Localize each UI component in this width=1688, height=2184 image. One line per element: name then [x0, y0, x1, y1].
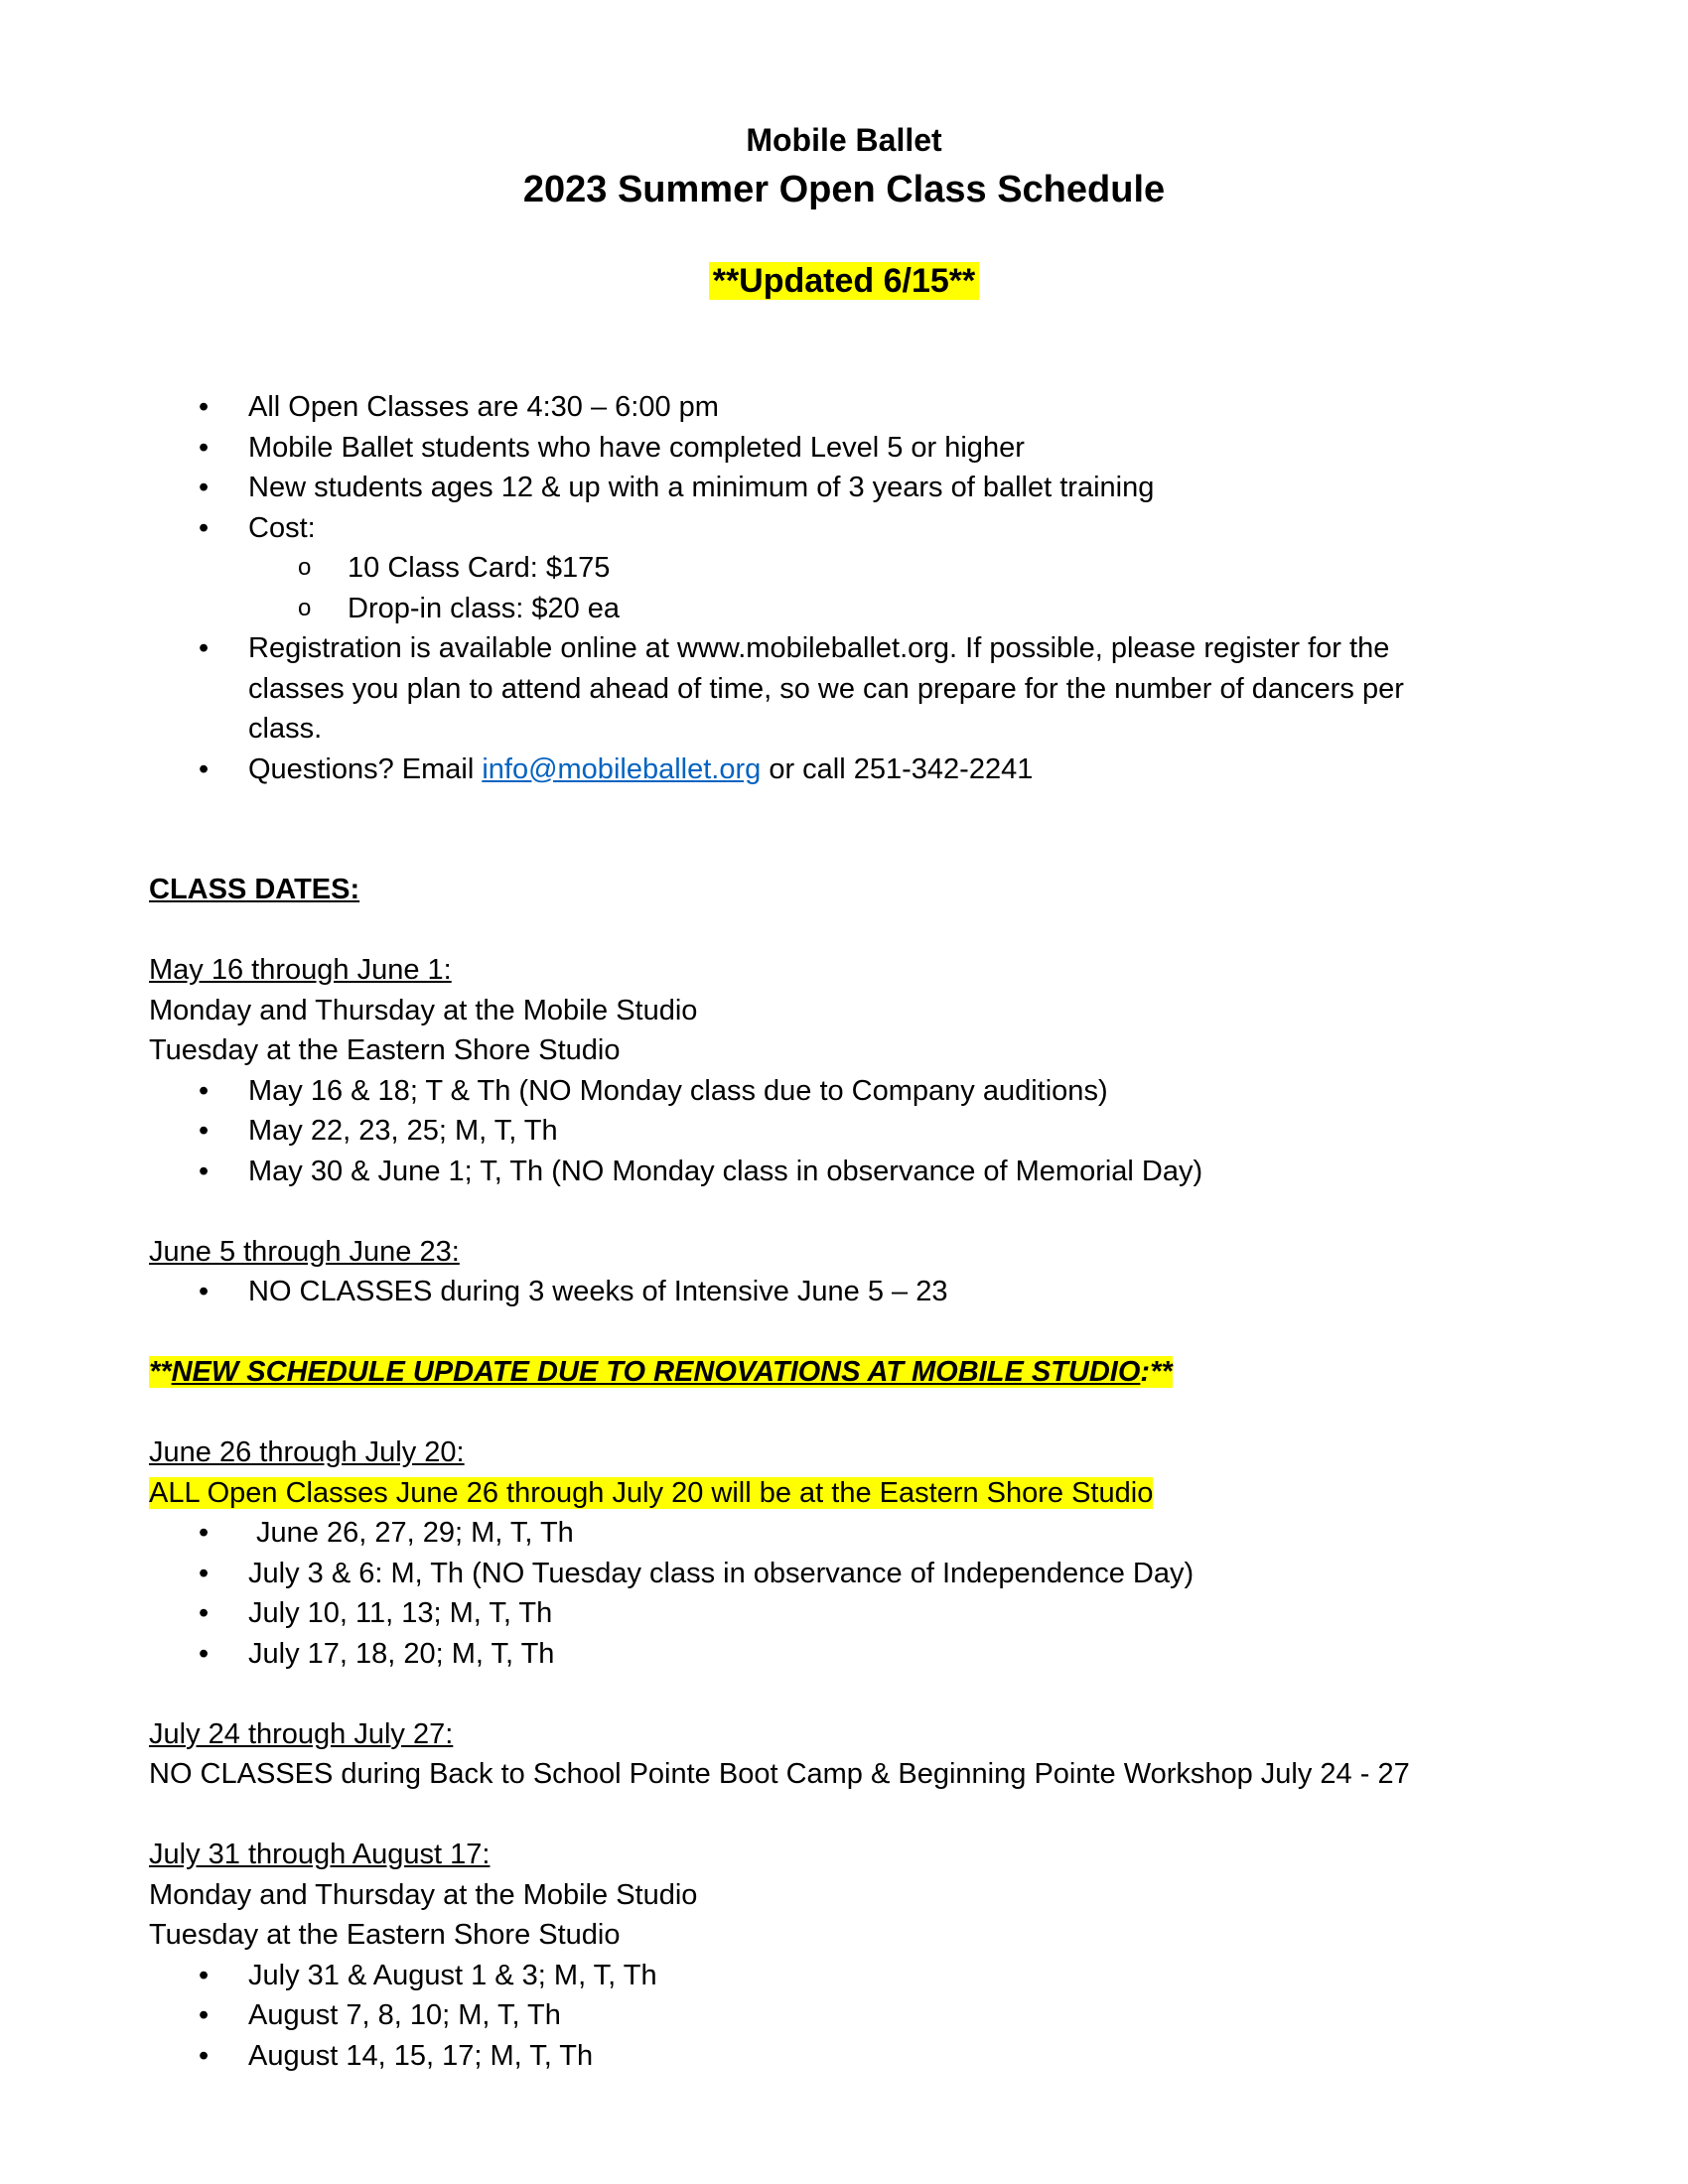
bullet-icon: •	[199, 752, 210, 785]
bullet-icon: •	[199, 511, 210, 544]
date-list	[149, 1071, 1539, 1192]
list-item: • August 7, 8, 10; M, T, Th	[149, 1995, 1539, 2036]
section-heading: May 16 through June 1:	[149, 954, 452, 986]
section-heading: June 26 through July 20:	[149, 1436, 465, 1468]
list-item: • May 16 & 18; T & Th (NO Monday class due to Company auditions)	[149, 1071, 1539, 1112]
list-item: • July 10, 11, 13; M, T, Th	[149, 1593, 1539, 1634]
date-list	[149, 1956, 1539, 2077]
list-item: • Mobile Ballet students who have completed Level 5 or higher	[149, 428, 1539, 469]
registration-item: • Registration is available online at www.mobileballet.org. If possible, please register for the classes you plan to attend ahead of time, so we can prepare for the number of dancers per class.	[149, 628, 1539, 750]
bullet-icon: •	[199, 1637, 210, 1670]
bullet-icon: •	[199, 1959, 210, 1991]
bullet-icon: •	[199, 1276, 210, 1307]
bullet-icon: •	[199, 1517, 210, 1549]
section-heading: June 5 through June 23:	[149, 1235, 460, 1268]
bullet-icon: •	[199, 1155, 210, 1187]
list-item: • May 22, 23, 25; M, T, Th	[149, 1111, 1539, 1152]
email-link[interactable]: info@mobileballet.org	[482, 752, 762, 785]
section-heading: July 31 through August 17:	[149, 1839, 491, 1870]
bullet-icon: •	[199, 431, 210, 464]
list-item: • July 17, 18, 20; M, T, Th	[149, 1634, 1539, 1675]
list-item: • July 3 & 6: M, Th (NO Tuesday class in observance of Independence Day)	[149, 1554, 1539, 1594]
list-item: • All Open Classes are 4:30 – 6:00 pm	[149, 387, 1539, 428]
bullet-icon: •	[199, 1557, 210, 1589]
list-item: • NO CLASSES during 3 weeks of Intensive June 5 – 23	[149, 1272, 1539, 1312]
list-item: • New students ages 12 & up with a minimum of 3 years of ballet training	[149, 468, 1539, 508]
section-line: Tuesday at the Eastern Shore Studio	[149, 1034, 621, 1066]
bullet-icon: •	[199, 1074, 210, 1107]
section-line: Monday and Thursday at the Mobile Studio	[149, 994, 698, 1026]
page-title: 2023 Summer Open Class Schedule	[522, 169, 1166, 210]
bullet-icon: •	[199, 1115, 210, 1147]
section-line: Monday and Thursday at the Mobile Studio	[149, 1878, 698, 1911]
bullet-icon: •	[199, 391, 210, 423]
sub-bullet-icon: o	[298, 554, 312, 581]
updated-badge: **Updated 6/15**	[709, 262, 980, 300]
list-item: • August 14, 15, 17; M, T, Th	[149, 2036, 1539, 2077]
list-item: • June 26, 27, 29; M, T, Th	[149, 1513, 1539, 1554]
date-list	[149, 1272, 1539, 1312]
bullet-icon: •	[199, 632, 210, 664]
update-notice: **NEW SCHEDULE UPDATE DUE TO RENOVATIONS AT MOBILE STUDIO:**	[149, 1356, 1173, 1388]
bullet-icon: •	[199, 1597, 210, 1629]
cost-item: o 10 Class Card: $175	[149, 548, 1539, 589]
bullet-icon: •	[199, 2039, 210, 2072]
document-header	[0, 117, 1688, 306]
list-item: • Cost:	[149, 508, 1539, 549]
section-line: NO CLASSES during Back to School Pointe Boot Camp & Beginning Pointe Workshop July 24 - 27	[149, 1758, 1410, 1790]
section-line: ALL Open Classes June 26 through July 20 will be at the Eastern Shore Studio	[149, 1476, 1154, 1509]
section-line: Tuesday at the Eastern Shore Studio	[149, 1919, 621, 1951]
list-item: • May 30 & June 1; T, Th (NO Monday class in observance of Memorial Day)	[149, 1152, 1539, 1192]
sub-bullet-icon: o	[298, 594, 312, 621]
date-list	[149, 1513, 1539, 1674]
info-list	[149, 387, 1539, 789]
document-body	[149, 387, 1539, 2076]
bullet-icon: •	[199, 1999, 210, 2031]
organization-name: Mobile Ballet	[746, 122, 942, 158]
cost-item: o Drop-in class: $20 ea	[149, 589, 1539, 629]
class-dates-heading: CLASS DATES:	[149, 874, 360, 905]
bullet-icon: •	[199, 472, 210, 503]
section-heading: July 24 through July 27:	[149, 1717, 454, 1750]
list-item: • July 31 & August 1 & 3; M, T, Th	[149, 1956, 1539, 1996]
questions-item: • Questions? Email info@mobileballet.org or call 251-342-2241	[149, 750, 1539, 790]
